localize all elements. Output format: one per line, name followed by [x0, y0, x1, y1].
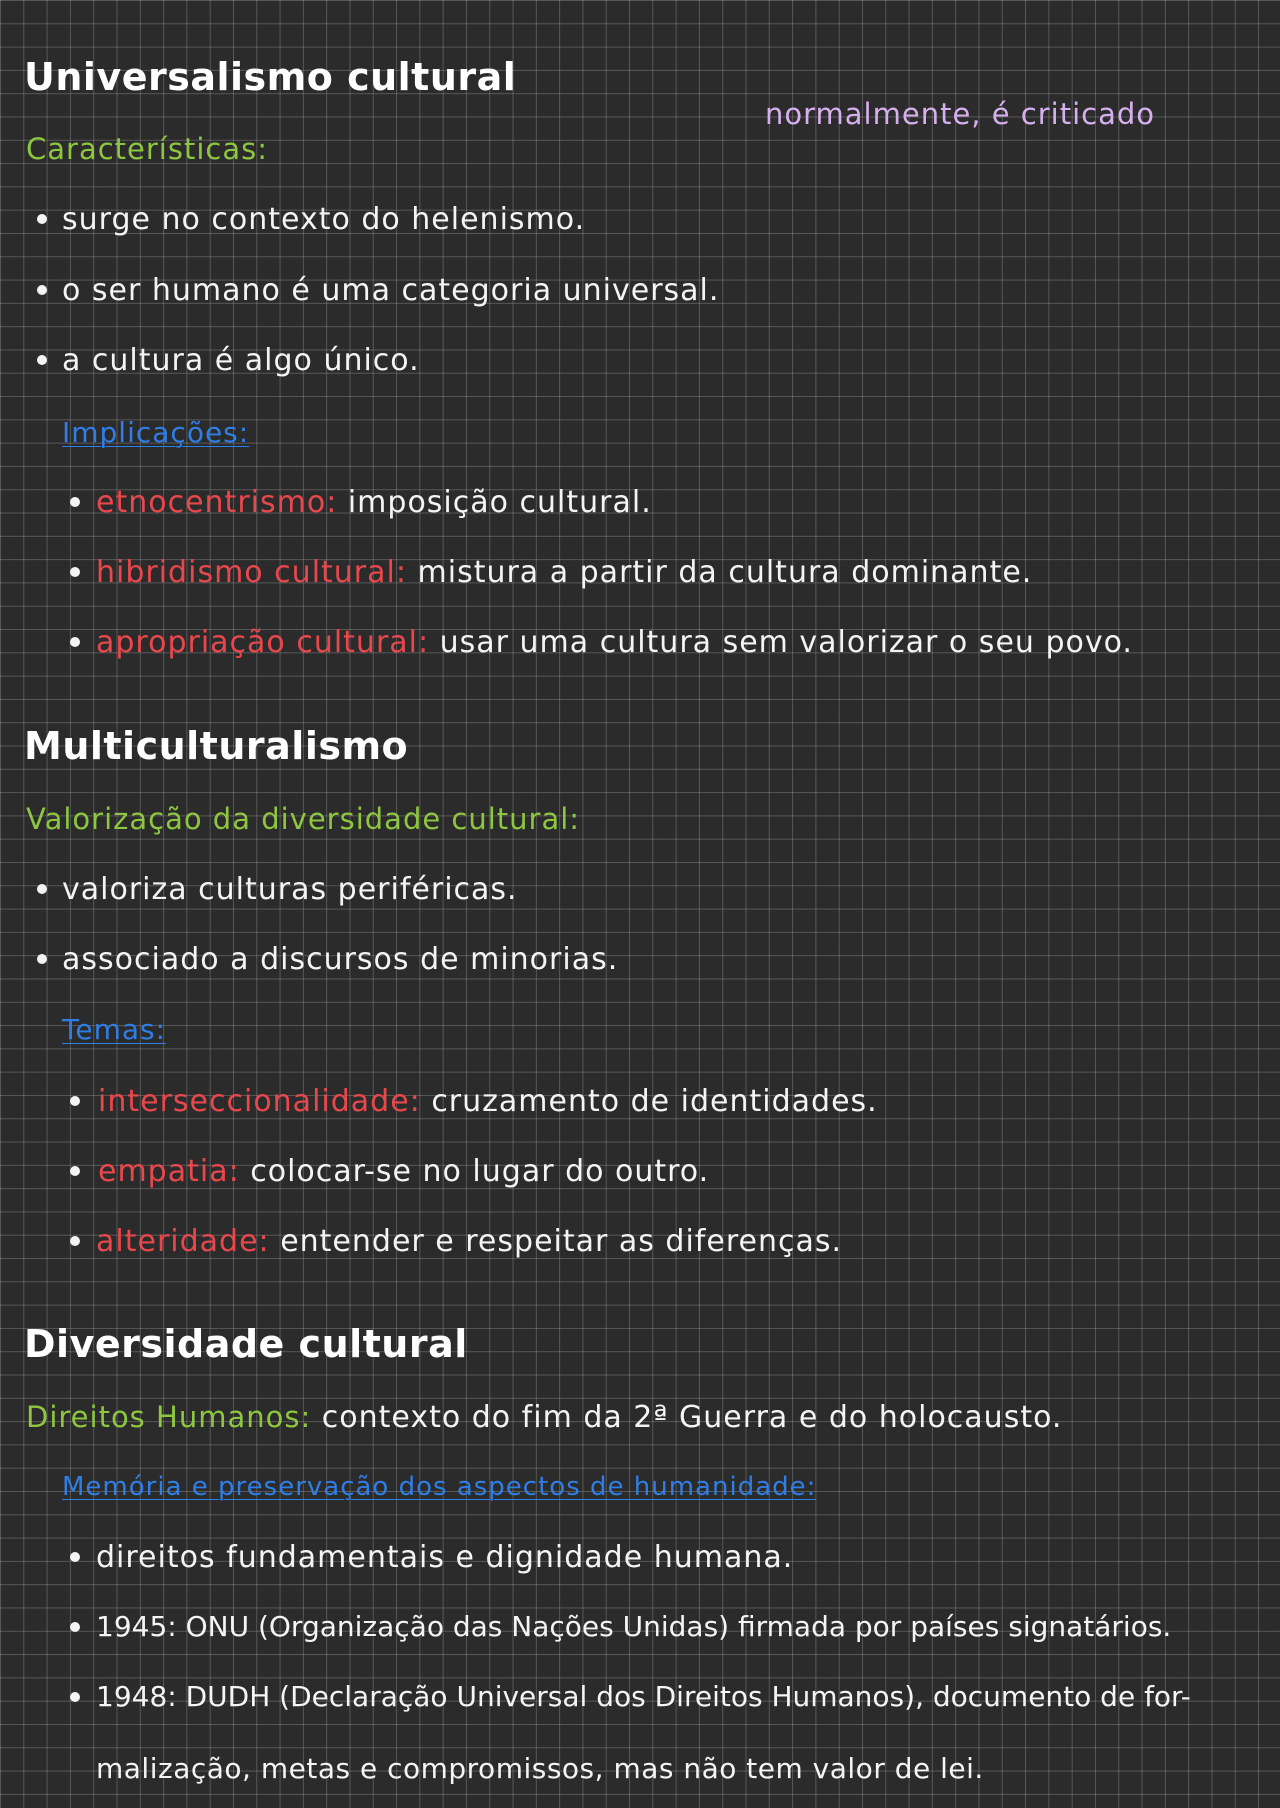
implication-text: usar uma cultura sem valorizar o seu povo. [429, 625, 1133, 660]
theme-text: cruzamento de identidades. [420, 1084, 878, 1119]
human-rights-context: contexto do fim da 2ª Guerra e do holocausto. [311, 1400, 1063, 1435]
theme-item [98, 1154, 709, 1189]
bullet-icon [37, 214, 47, 224]
diversidade-title: Diversidade cultural [24, 1322, 468, 1366]
bullet-icon [70, 1096, 80, 1106]
valorization-label: Valorização da diversidade cultural: [26, 802, 581, 836]
implication-text: mistura a partir da cultura dominante. [406, 555, 1033, 590]
implication-term: hibridismo cultural: [96, 555, 407, 590]
implication-text: imposição cultural. [337, 485, 652, 520]
implication-item [96, 555, 1032, 590]
bullet-icon [70, 1622, 80, 1632]
bullet-icon [70, 497, 80, 507]
bullet-icon [70, 1692, 80, 1702]
bullet-icon [37, 884, 47, 894]
human-rights-label: Direitos Humanos: [26, 1400, 312, 1434]
theme-text: colocar-se no lugar do outro. [239, 1154, 710, 1189]
bullet-icon [70, 567, 80, 577]
characteristic-item: o ser humano é uma categoria universal. [62, 273, 720, 308]
rights-item: direitos fundamentais e dignidade humana. [96, 1540, 794, 1575]
implication-item [96, 625, 1133, 660]
human-rights-line [26, 1400, 1062, 1435]
rights-item: 1945: ONU (Organização das Nações Unidas) firmada por países signatários. [96, 1610, 1172, 1643]
theme-item [96, 1224, 842, 1259]
theme-term: interseccionalidade: [98, 1084, 421, 1119]
themes-label: Temas: [62, 1013, 167, 1046]
characteristic-item: a cultura é algo único. [62, 343, 420, 378]
bullet-icon [70, 1552, 80, 1562]
implications-label: Implicações: [62, 416, 250, 449]
bullet-icon [70, 1236, 80, 1246]
bullet-icon [37, 285, 47, 295]
valorization-item: associado a discursos de minorias. [62, 942, 619, 977]
memory-label: Memória e preservação dos aspectos de humanidade: [62, 1472, 817, 1502]
criticism-note: normalmente, é criticado [765, 97, 1156, 131]
characteristics-label: Características: [26, 132, 268, 166]
bullet-icon [37, 355, 47, 365]
implication-term: apropriação cultural: [96, 625, 430, 660]
multiculturalismo-title: Multiculturalismo [24, 724, 409, 768]
theme-term: empatia: [98, 1154, 240, 1189]
rights-item: 1948: DUDH (Declaração Universal dos Direitos Humanos), documento de for- [96, 1680, 1191, 1713]
rights-item-continuation: malização, metas e compromissos, mas não tem valor de lei. [96, 1752, 984, 1785]
theme-item [98, 1084, 878, 1119]
universalismo-title: Universalismo cultural [24, 55, 517, 99]
bullet-icon [37, 954, 47, 964]
characteristic-item: surge no contexto do helenismo. [62, 202, 586, 237]
theme-term: alteridade: [96, 1224, 270, 1259]
bullet-icon [70, 1166, 80, 1176]
valorization-item: valoriza culturas periféricas. [62, 872, 518, 907]
bullet-icon [70, 637, 80, 647]
implication-item [96, 485, 652, 520]
implication-term: etnocentrismo: [96, 485, 338, 520]
theme-text: entender e respeitar as diferenças. [269, 1224, 843, 1259]
